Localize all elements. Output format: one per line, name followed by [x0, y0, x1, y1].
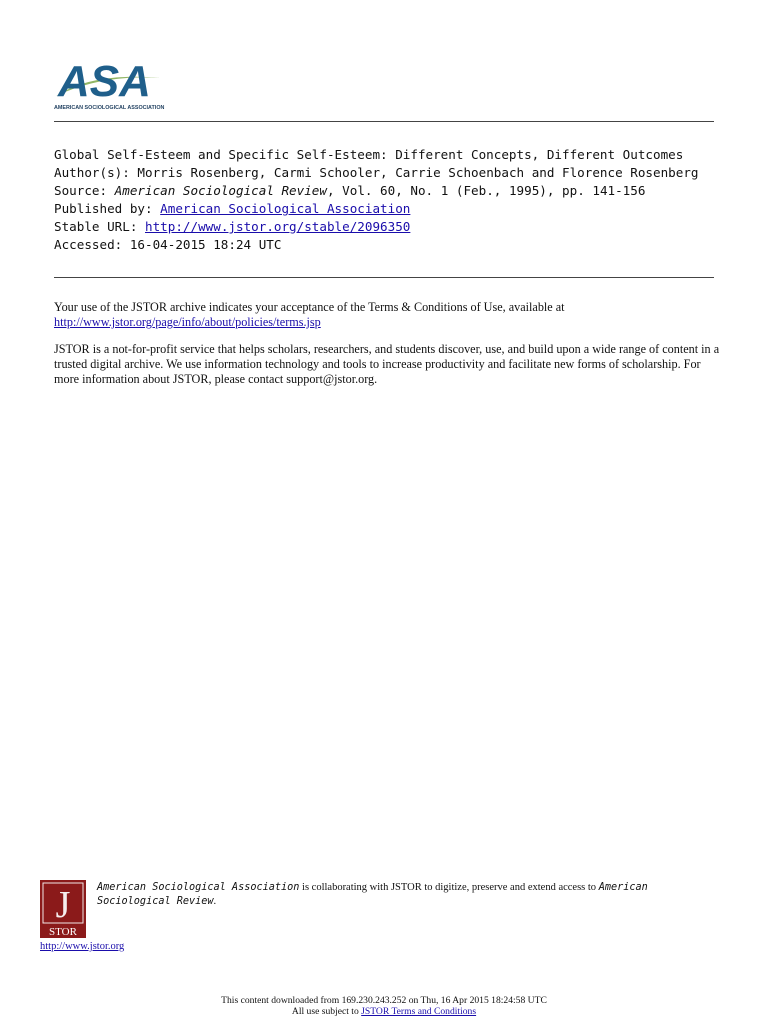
asa-logo-letters: ASA — [58, 57, 151, 106]
asa-logo-caption: AMERICAN SOCIOLOGICAL ASSOCIATION — [54, 105, 165, 111]
authors: Morris Rosenberg, Carmi Schooler, Carrie Schoenbach and Florence Rosenberg — [137, 165, 699, 180]
jstor-logo-letter: J — [55, 884, 71, 926]
collab-end: . — [213, 896, 217, 907]
authors-line — [54, 164, 724, 182]
article-metadata — [54, 146, 724, 254]
terms-link[interactable]: http://www.jstor.org/page/info/about/policies/terms.jsp — [54, 315, 321, 329]
stable-url-link[interactable]: http://www.jstor.org/stable/2096350 — [145, 219, 411, 234]
footer-terms-prefix: All use subject to — [291, 1006, 362, 1017]
download-footer — [0, 995, 768, 1017]
terms-notice — [54, 300, 724, 330]
accessed-line: Accessed: 16-04-2015 18:24 UTC — [54, 237, 282, 252]
authors-label: Author(s): — [54, 165, 130, 180]
footer-terms-line — [0, 1006, 768, 1017]
collab-journal: American Sociological Review — [97, 882, 648, 907]
footer-download-info: This content downloaded from 169.230.243.252 on Thu, 16 Apr 2015 18:24:58 UTC — [221, 995, 547, 1006]
collab-middle: is collaborating with JSTOR to digitize, preserve and extend access to — [299, 882, 599, 893]
jstor-about: JSTOR is a not-for-profit service that helps scholars, researchers, and students discover, use, and build upon a wide range of content in a trusted digital archive. We use information technology and tools to increase productivity and facilitate new forms of scholarship. For more information about JSTOR, please contact support@jstor.org. — [54, 342, 720, 386]
collab-org: American Sociological Association — [97, 882, 300, 893]
publisher-label: Published by: — [54, 201, 153, 216]
source-line — [54, 182, 724, 200]
terms-text: Your use of the JSTOR archive indicates your acceptance of the Terms & Conditions of Use, available at — [54, 300, 565, 314]
jstor-logo — [40, 880, 86, 938]
source-details: , Vol. 60, No. 1 (Feb., 1995), pp. 141-156 — [326, 183, 646, 198]
publisher-link[interactable]: American Sociological Association — [160, 201, 411, 216]
source-journal: American Sociological Review — [114, 183, 327, 198]
stable-url-label: Stable URL: — [54, 219, 138, 234]
publisher-line — [54, 200, 724, 218]
middle-divider — [54, 277, 714, 278]
stable-url-line — [54, 218, 724, 236]
collaboration-note — [97, 881, 727, 909]
footer-terms-link[interactable]: JSTOR Terms and Conditions — [361, 1006, 477, 1017]
top-divider — [54, 121, 714, 122]
article-title: Global Self-Esteem and Specific Self-Esteem: Different Concepts, Different Outcomes — [54, 147, 684, 162]
jstor-home-link[interactable]: http://www.jstor.org — [40, 941, 125, 952]
asa-logo — [52, 52, 172, 114]
source-label: Source: — [54, 183, 108, 198]
jstor-logo-name: STOR — [49, 926, 77, 938]
